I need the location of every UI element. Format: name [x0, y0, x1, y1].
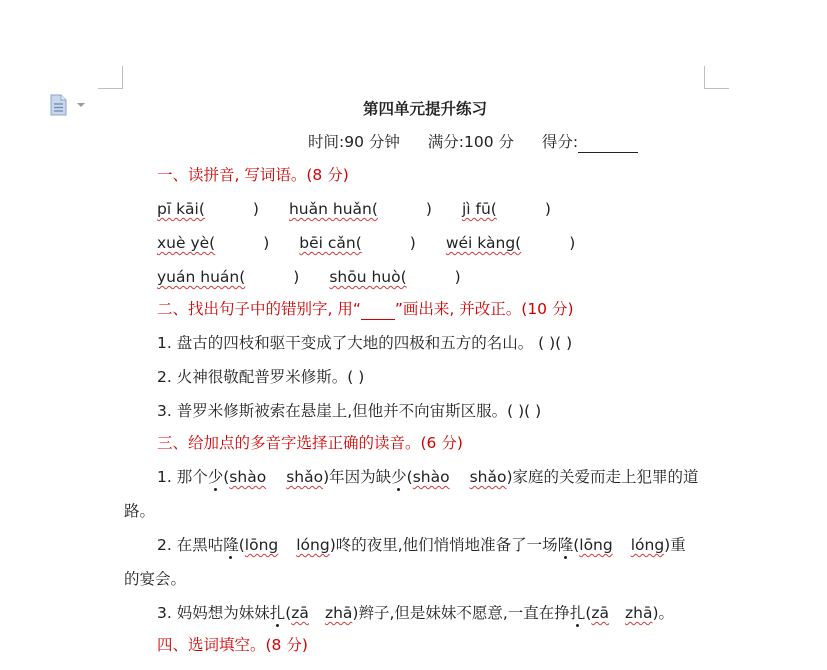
pinyin-item: pī kāi(	[157, 200, 205, 218]
page-corner-mark-top-right	[704, 66, 729, 89]
marked-character: 少	[207, 468, 224, 486]
marked-character: 隆	[557, 536, 574, 554]
polyphone-question-2-continued: 的宴会。	[124, 570, 187, 588]
marked-character: 扎	[269, 604, 286, 622]
pinyin-item: jì fū(	[461, 200, 497, 218]
reading-option[interactable]: shǎo	[286, 468, 324, 486]
reading-option[interactable]: zā	[291, 604, 309, 622]
reading-option[interactable]: shǎo	[469, 468, 507, 486]
typo-question-2: 2. 火神很敬配普罗米修斯。( )	[157, 368, 365, 386]
reading-option[interactable]: shào	[412, 468, 450, 486]
marked-character: 隆	[223, 536, 239, 554]
marked-character: 扎	[569, 604, 586, 622]
underline-sample	[361, 299, 395, 320]
page-title: 第四单元提升练习	[363, 100, 488, 118]
pinyin-item: wéi kàng(	[445, 234, 522, 252]
score-label: 得分:	[541, 133, 579, 151]
pinyin-item: huǎn huǎn(	[288, 200, 378, 218]
section-4-heading: 四、选词填空。(8 分)	[157, 636, 308, 654]
reading-option[interactable]: zā	[591, 604, 610, 622]
time-limit: 时间:90 分钟	[308, 133, 400, 151]
exam-meta	[308, 132, 638, 153]
reading-option[interactable]: lóng	[296, 536, 330, 554]
marked-character: 少	[391, 468, 407, 486]
full-score: 满分:100 分	[427, 133, 514, 151]
pinyin-item: bēi cǎn(	[299, 234, 362, 252]
reading-option[interactable]: zhā	[324, 604, 353, 622]
pinyin-item: shōu huò(	[329, 268, 407, 286]
score-blank[interactable]	[578, 132, 638, 153]
section-3-heading: 三、给加点的多音字选择正确的读音。(6 分)	[157, 434, 463, 452]
pinyin-row-1: pī kāi( ) huǎn huǎn( ) jì fū( )	[157, 200, 551, 218]
pinyin-item: yuán huán(	[157, 268, 246, 286]
pinyin-row-2: xuè yè( ) bēi cǎn( ) wéi kàng( )	[157, 234, 576, 252]
document-options-icon[interactable]	[49, 94, 89, 116]
polyphone-question-3: 3. 妈妈想为妹妹扎(zā zhā)辫子,但是妹妹不愿意,一直在挣扎(zā zhā)。	[157, 604, 675, 622]
section-2-heading: 二、找出句子中的错别字, 用“ ”画出来, 并改正。(10 分)	[157, 300, 574, 318]
pinyin-row-3: yuán huán( ) shōu huò( )	[157, 268, 461, 286]
reading-option[interactable]: lōng	[579, 536, 613, 554]
section-1-heading: 一、读拼音, 写词语。(8 分)	[157, 166, 349, 184]
reading-option[interactable]: shào	[229, 468, 267, 486]
reading-option[interactable]: lóng	[630, 536, 665, 554]
reading-option[interactable]: zhā	[625, 604, 653, 622]
typo-question-1: 1. 盘古的四枝和驱干变成了大地的四极和五方的名山。 ( )( )	[157, 334, 573, 352]
pinyin-item: xuè yè(	[157, 234, 216, 252]
typo-question-3: 3. 普罗米修斯被索在悬崖上,但他并不向宙斯区服。( )( )	[157, 402, 542, 420]
page-corner-mark-top-left	[98, 66, 123, 89]
reading-option[interactable]: lōng	[244, 536, 279, 554]
polyphone-question-1: 1. 那个少(shào shǎo)年因为缺少(shào shǎo)家庭的关爱而走上犯罪的道	[157, 468, 699, 486]
polyphone-question-2: 2. 在黑咕隆(lōng lóng)咚的夜里,他们悄悄地准备了一场隆(lōng lóng)重	[157, 536, 686, 554]
polyphone-question-1-continued: 路。	[124, 502, 156, 520]
